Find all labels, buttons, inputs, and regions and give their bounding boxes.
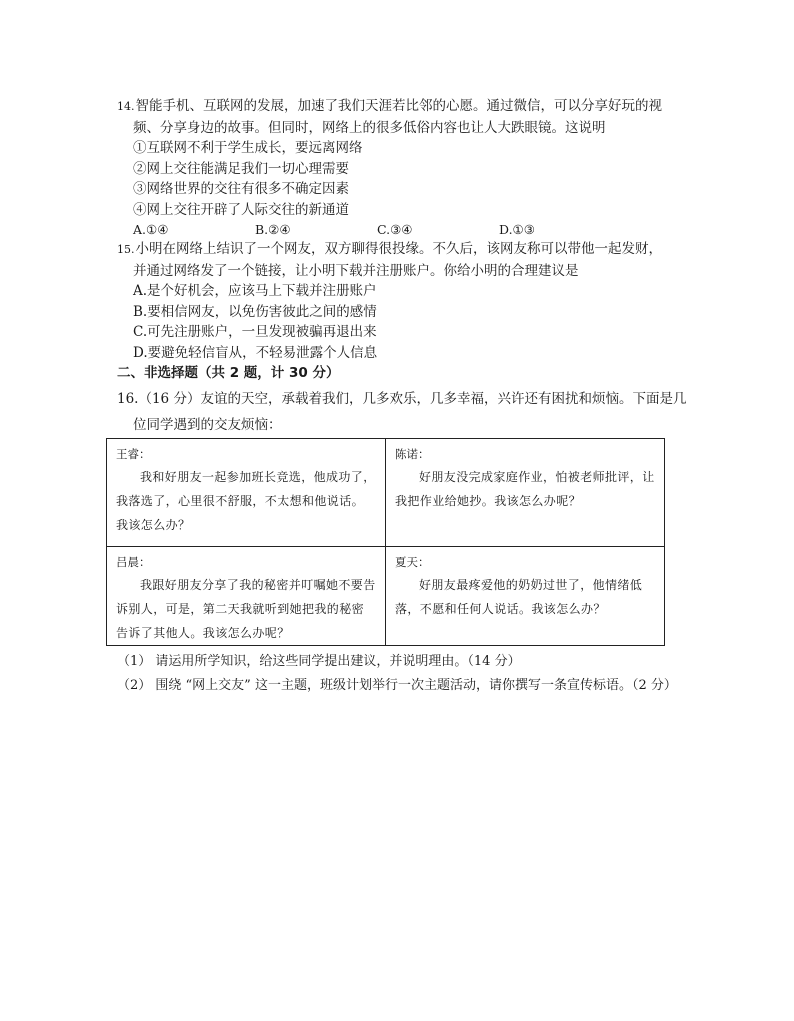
q14-option-c: C.③④ — [377, 222, 413, 237]
q14-stem-line2: 频、分享身边的故事。但同时，网络上的很多低俗内容也让人大跌眼镜。这说明 — [133, 119, 606, 136]
case-name: 吕晨： — [116, 555, 151, 569]
q15-option-c: C.可先注册账户，一旦发现被骗再退出来 — [133, 324, 377, 340]
case-cell-wang-rui — [107, 439, 386, 547]
q15-stem-line2: 并通过网络发了一个链接，让小明下载并注册账户。你给小明的合理建议是 — [133, 262, 579, 279]
case-text: 我跟好朋友分享了我的秘密并叮嘱她不要告诉别人，可是，第二天我就听到她把我的秘密告诉了其他人。我该怎么办呢？ — [116, 578, 376, 640]
question-16 — [117, 386, 717, 438]
q14-item-4: ④网上交往开辟了人际交往的新通道 — [133, 201, 349, 218]
q14-item-3: ③网络世界的交往有很多不确定因素 — [133, 181, 349, 197]
q16-subquestion-2: （2） 围绕 “网上交友” 这一主题，班级计划举行一次主题活动，请你撰写一条宣传标语。（2 分） — [117, 678, 677, 693]
section-2-title: 二、非选择题（共 2 题，计 30 分） — [117, 365, 340, 381]
q16-subquestion-1: （1） 请运用所学知识，给这些同学提出建议，并说明理由。（14 分） — [117, 654, 521, 669]
q14-item-1: ①互联网不利于学生成长，要远离网络 — [133, 140, 363, 156]
q14-item-2: ②网上交往能满足我们一切心理需要 — [133, 160, 349, 177]
question-15 — [117, 239, 677, 363]
q15-stem-line1: 15.小明在网络上结识了一个网友，双方聊得很投缘。不久后，该网友称可以带他一起发财， — [117, 241, 662, 257]
case-cell-xia-tian — [386, 547, 665, 646]
q16-stem-line2: 位同学遇到的交友烦恼： — [133, 417, 282, 433]
q15-option-b: B.要相信网友，以免伤害彼此之间的感情 — [133, 303, 377, 320]
case-name: 夏天： — [395, 555, 430, 569]
case-text: 好朋友没完成家庭作业，怕被老师批评，让我把作业给她抄。我该怎么办呢？ — [395, 470, 655, 508]
friendship-cases-table — [106, 438, 665, 646]
q14-options — [117, 220, 677, 241]
question-14 — [117, 96, 677, 241]
case-text: 我和好朋友一起参加班长竞选，他成功了，我落选了，心里很不舒服，不太想和他说话。我该怎么办？ — [116, 470, 376, 532]
q16-stem-line1: 16.（16 分）友谊的天空，承载着我们，几多欢乐，几多幸福，兴许还有困扰和烦恼。下面是几 — [117, 391, 687, 407]
q14-number: 14. — [117, 100, 135, 113]
q14-option-a: A.①④ — [133, 222, 169, 237]
case-text: 好朋友最疼爱他的奶奶过世了，他情绪低落，不愿和任何人说话。我该怎么办？ — [395, 578, 643, 616]
q15-option-a: A.是个好机会，应该马上下载并注册账户 — [133, 283, 377, 299]
q15-option-d: D.要避免轻信盲从，不轻易泄露个人信息 — [133, 344, 378, 361]
q14-stem-line1: 14.智能手机、互联网的发展，加速了我们天涯若比邻的心愿。通过微信，可以分享好玩的视 — [117, 98, 662, 114]
case-name: 陈诺： — [395, 447, 430, 461]
q15-number: 15. — [117, 243, 135, 256]
q14-option-d: D.①③ — [499, 222, 535, 237]
case-cell-lv-chen — [107, 547, 386, 646]
q14-option-b: B.②④ — [255, 222, 291, 237]
case-name: 王睿： — [116, 447, 151, 461]
case-cell-chen-nuo — [386, 439, 665, 547]
